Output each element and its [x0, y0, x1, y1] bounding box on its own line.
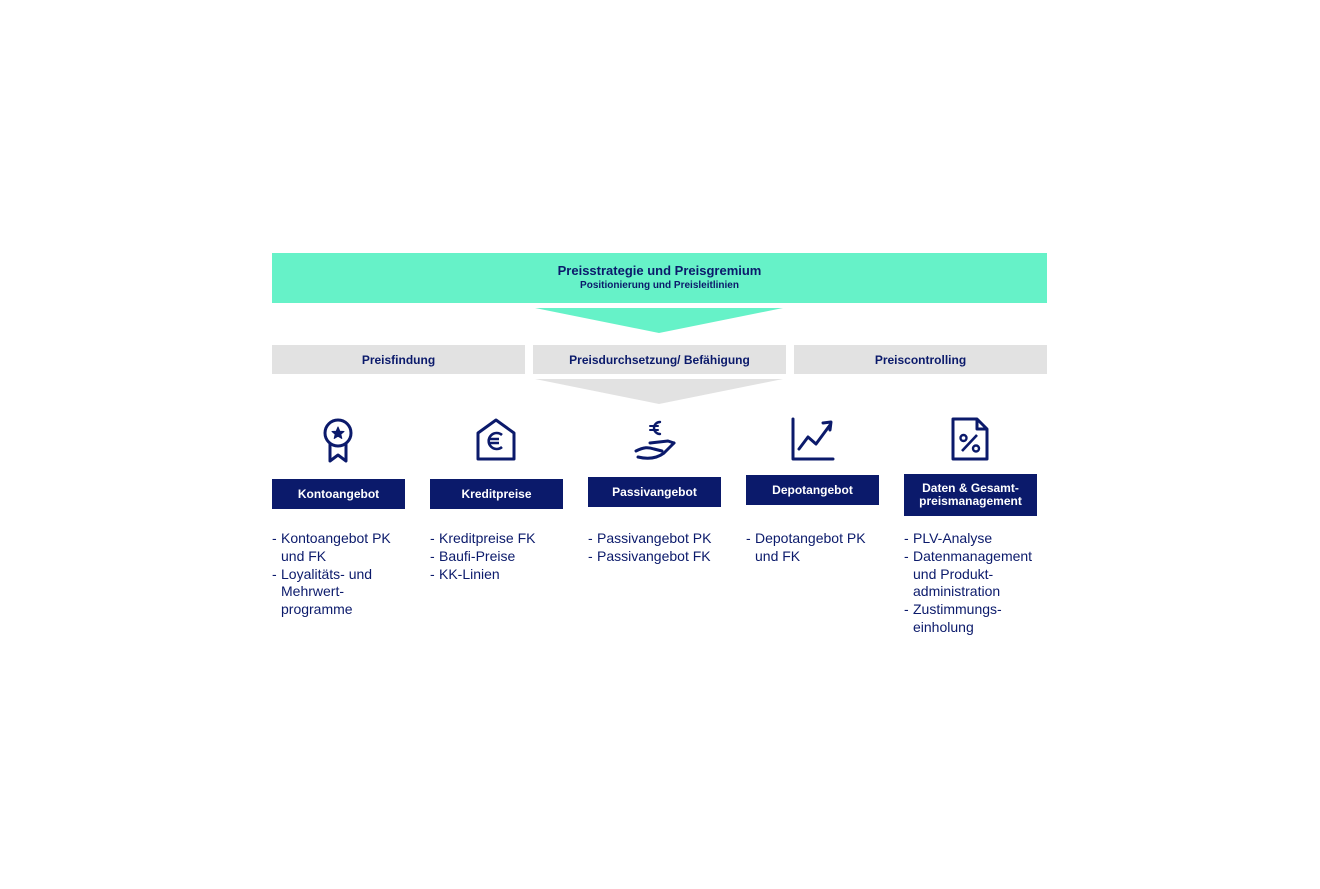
phase-preisfindung: Preisfindung — [272, 345, 525, 374]
product-label-kontoangebot: Kontoangebot — [272, 479, 405, 509]
list-item: - PLV-Analyse — [904, 530, 1054, 548]
product-label-kreditpreise: Kreditpreise — [430, 479, 563, 509]
down-arrow-grey — [535, 379, 783, 404]
product-label-daten-gesamtpreismanagement: Daten & Gesamt-preismanagement — [904, 474, 1037, 516]
hand-euro-icon — [630, 413, 680, 469]
list-item: - Zustimmungs-einholung — [904, 601, 1054, 637]
down-arrow-green — [535, 308, 783, 333]
strategy-subtitle: Positionierung und Preisleitlinien — [580, 280, 739, 291]
product-label-depotangebot: Depotangebot — [746, 475, 879, 505]
list-item: - Depotangebot PK und FK — [746, 530, 886, 566]
list-item: - Datenmanagement und Produkt-administration — [904, 548, 1054, 601]
document-percent-icon — [945, 413, 995, 469]
list-item: - Passivangebot PK — [588, 530, 728, 548]
product-list-depotangebot — [746, 530, 886, 566]
product-list-kreditpreise — [430, 530, 570, 583]
product-list-kontoangebot — [272, 530, 412, 619]
phase-preisdurchsetzung: Preisdurchsetzung/ Befähigung — [533, 345, 786, 374]
product-label-passivangebot: Passivangebot — [588, 477, 721, 507]
phase-preiscontrolling: Preiscontrolling — [794, 345, 1047, 374]
strategy-banner — [272, 253, 1047, 303]
product-list-daten-gesamtpreismanagement — [904, 530, 1054, 637]
line-chart-icon — [788, 413, 838, 469]
list-item: - KK-Linien — [430, 566, 570, 584]
award-ribbon-icon — [313, 413, 363, 469]
list-item: - Baufi-Preise — [430, 548, 570, 566]
strategy-title: Preisstrategie und Preisgremium — [557, 263, 762, 278]
list-item: - Kreditpreise FK — [430, 530, 570, 548]
list-item: - Kontoangebot PK und FK — [272, 530, 412, 566]
product-list-passivangebot — [588, 530, 728, 566]
list-item: - Loyalitäts- und Mehrwert-programme — [272, 566, 412, 619]
list-item: - Passivangebot FK — [588, 548, 728, 566]
house-euro-icon — [471, 413, 521, 469]
